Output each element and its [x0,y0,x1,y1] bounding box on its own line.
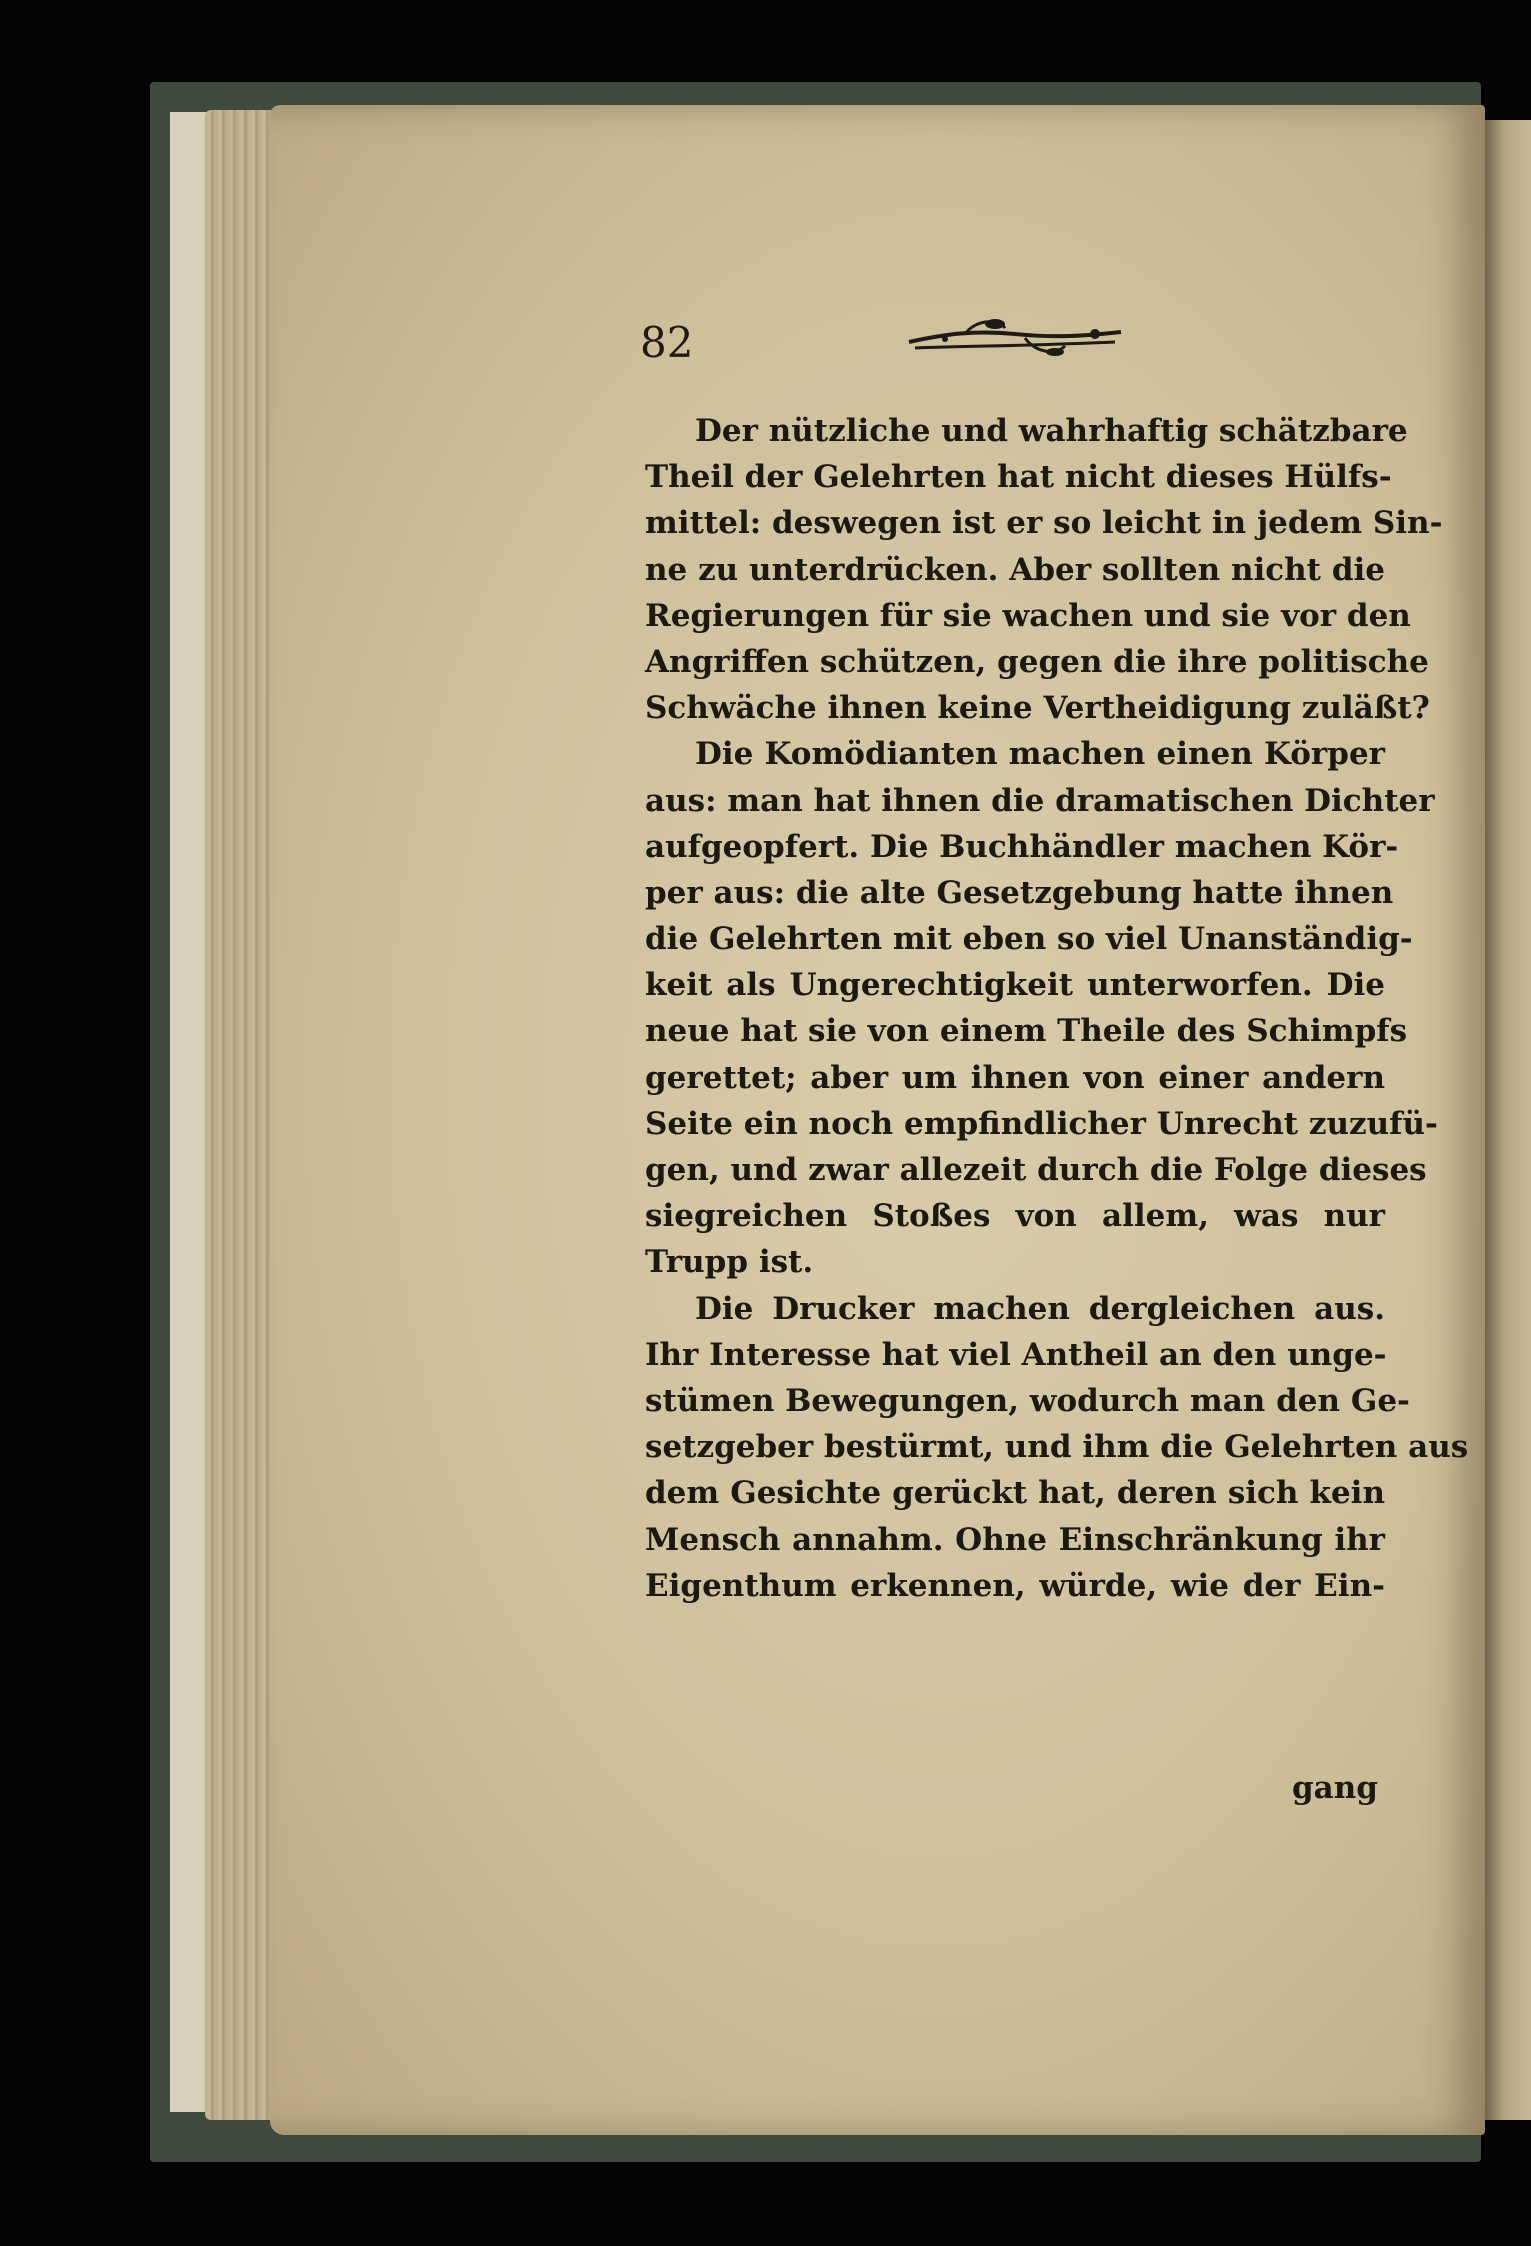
text-line: neue hat sie von einem Theile des Schimpfs [645,1013,1408,1050]
text-line: Schwäche ihnen keine Vertheidigung zuläßt? [645,690,1430,727]
body-text [645,408,1469,1609]
text-line: ne zu unterdrücken. Aber sollten nicht die [645,551,1385,588]
text-line: setzgeber bestürmt, und ihm die Gelehrten aus [645,1429,1469,1466]
text-line: Ihr Interesse hat viel Antheil an den unge- [645,1336,1387,1373]
text-line: Trupp ist. [645,1244,814,1281]
text-line: keit als Ungerechtigkeit unterworfen. Die [645,967,1385,1004]
floral-vine-ornament-icon [905,312,1125,364]
catchword: gang [1292,1770,1378,1806]
text-line: siegreichen Stoßes von allem, was nur [645,1198,1385,1235]
text-line: Mensch annahm. Ohne Einschränkung ihr [645,1521,1385,1558]
text-line: Eigenthum erkennen, würde, wie der Ein- [645,1567,1385,1604]
text-line: per aus: die alte Gesetzgebung hatte ihnen [645,874,1394,911]
text-line: gen, und zwar allezeit durch die Folge dieses [645,1152,1427,1188]
text-line: Regierungen für sie wachen und sie vor den [645,597,1411,634]
text-line: aus: man hat ihnen die dramatischen Dichter [645,782,1435,819]
text-line: die Gelehrten mit eben so viel Unanständig- [645,921,1413,958]
text-line: Der nützliche und wahrhaftig schätzbare [695,413,1408,449]
text-line: Seite ein noch empfindlicher Unrecht zuzufü- [645,1105,1438,1142]
text-line: Die Komödianten machen einen Körper [695,736,1385,773]
text-line: Angriffen schützen, gegen die ihre politische [645,643,1429,680]
text-line: dem Gesichte gerückt hat, deren sich kein [645,1475,1385,1512]
text-line: Die Drucker machen dergleichen aus. [695,1290,1385,1327]
text-line: aufgeopfert. Die Buchhändler machen Kör- [645,828,1399,865]
facing-page-edge [1485,120,1531,2120]
page-number: 82 [640,318,694,367]
text-line: mittel: deswegen ist er so leicht in jedem Sin- [645,505,1443,542]
text-line: stümen Bewegungen, wodurch man den Ge- [645,1382,1410,1419]
text-line: Theil der Gelehrten hat nicht dieses Hülfs- [645,459,1392,496]
text-line: gerettet; aber um ihnen von einer andern [645,1059,1385,1096]
